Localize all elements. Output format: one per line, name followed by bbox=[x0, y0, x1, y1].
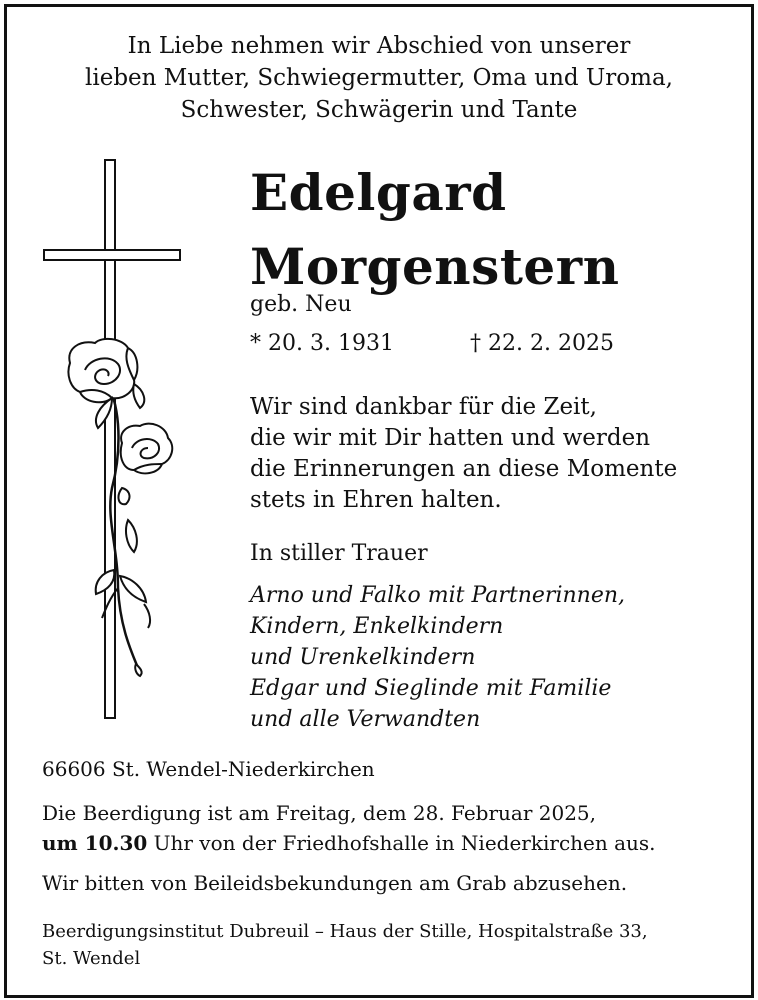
quote-line: die wir mit Dir hatten und werden bbox=[250, 425, 651, 451]
condolence-request: Wir bitten von Beileidsbekundungen am Grab abzusehen. bbox=[42, 871, 628, 895]
deceased-name bbox=[250, 156, 619, 304]
cross-with-roses-icon bbox=[40, 158, 185, 723]
mourner-line: Arno und Falko mit Partnerinnen, bbox=[250, 583, 625, 608]
undertaker-line-1: Beerdigungsinstitut Dubreuil – Haus der Stille, Hospitalstraße 33, bbox=[42, 921, 648, 942]
funeral-info bbox=[42, 798, 656, 858]
funeral-line-2 bbox=[42, 828, 656, 858]
quote-line: die Erinnerungen an diese Momente bbox=[250, 456, 678, 482]
mourning-heading: In stiller Trauer bbox=[250, 541, 428, 566]
death-date: † 22. 2. 2025 bbox=[470, 331, 614, 356]
funeral-line-2-text: Uhr von der Friedhofshalle in Niederkirchen aus. bbox=[147, 831, 656, 855]
funeral-line-1: Die Beerdigung ist am Freitag, dem 28. Februar 2025, bbox=[42, 801, 597, 825]
intro-line-1: In Liebe nehmen wir Abschied von unserer bbox=[127, 33, 631, 59]
mourner-line: und alle Verwandten bbox=[250, 707, 481, 732]
intro-line-2: lieben Mutter, Schwiegermutter, Oma und Uroma, bbox=[85, 65, 673, 91]
undertaker-line-2: St. Wendel bbox=[42, 948, 141, 969]
intro-line-3: Schwester, Schwägerin und Tante bbox=[180, 97, 578, 123]
intro-text bbox=[0, 30, 758, 126]
birth-date: * 20. 3. 1931 bbox=[250, 331, 394, 356]
maiden-name: geb. Neu bbox=[250, 292, 352, 317]
undertaker-info bbox=[42, 918, 648, 972]
quote bbox=[250, 392, 677, 516]
mourners-list bbox=[250, 580, 625, 735]
first-name: Edelgard bbox=[250, 163, 507, 222]
mourner-line: Kindern, Enkelkindern bbox=[250, 614, 504, 639]
mourner-line: Edgar und Sieglinde mit Familie bbox=[250, 676, 612, 701]
last-name: Morgenstern bbox=[250, 237, 620, 296]
mourner-line: und Urenkelkindern bbox=[250, 645, 476, 670]
quote-line: Wir sind dankbar für die Zeit, bbox=[250, 394, 597, 420]
family-address: 66606 St. Wendel-Niederkirchen bbox=[42, 757, 375, 781]
funeral-time: um 10.30 bbox=[42, 831, 148, 855]
quote-line: stets in Ehren halten. bbox=[250, 487, 502, 513]
